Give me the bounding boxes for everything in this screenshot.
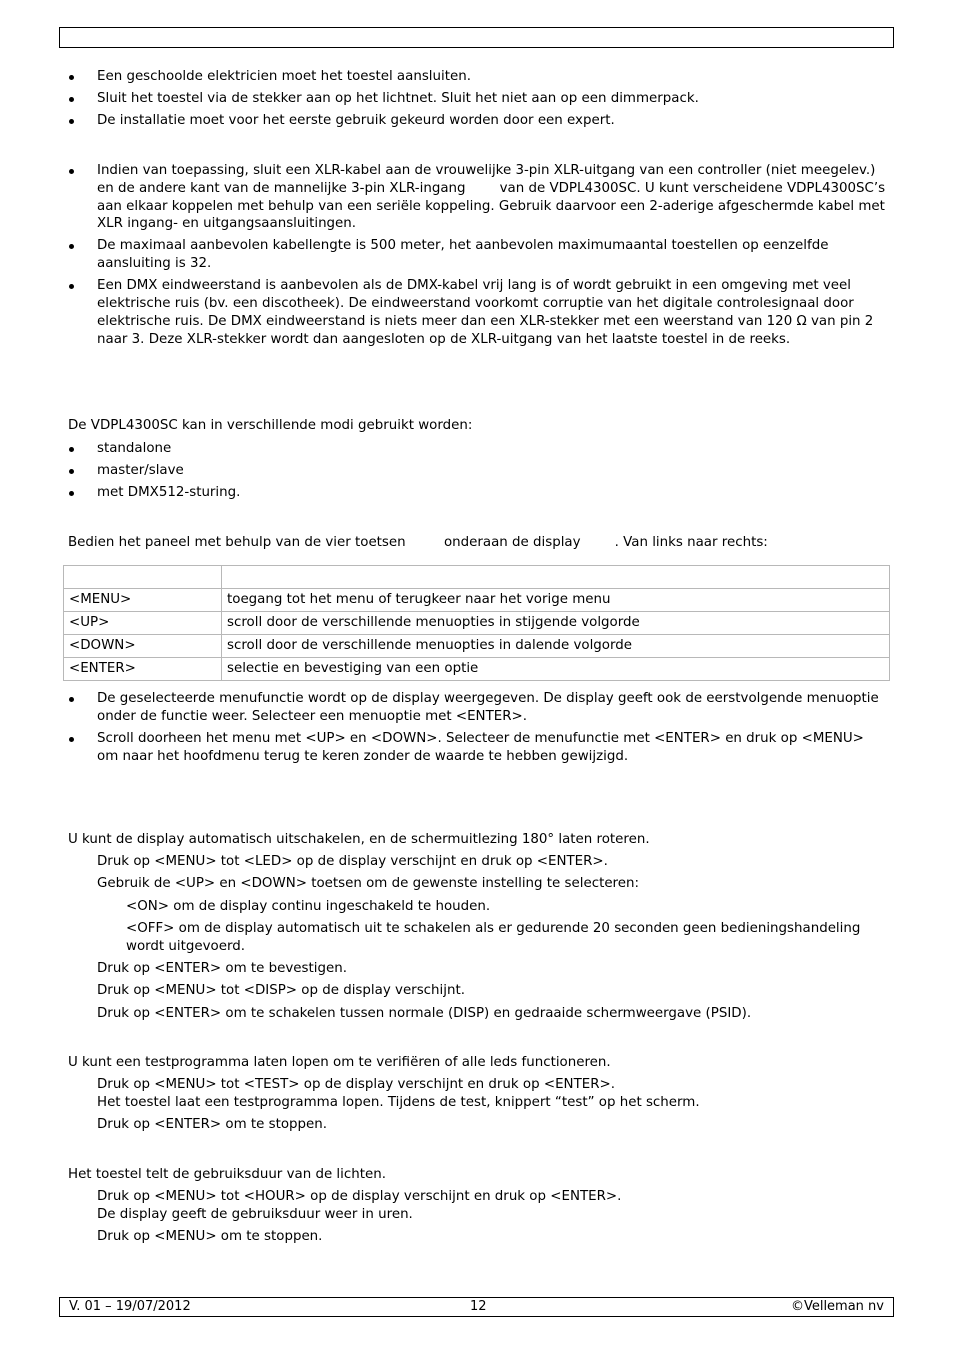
- menu-usage-list: [68, 690, 888, 770]
- key-description: selectie en bevestiging van een optie: [222, 658, 890, 681]
- display-step: Druk op <MENU> tot <DISP> op de display verschijnt.: [97, 983, 465, 998]
- key-name: <DOWN>: [64, 635, 222, 658]
- hour-step-note: De display geeft de gebruiksduur weer in uren.: [97, 1207, 413, 1222]
- installation-list: [68, 68, 888, 134]
- list-item: Scroll doorheen het menu met <UP> en <DOWN>. Selecteer de menufunctie met <ENTER> en druk op <MENU> om naar het hoofdmenu terug te keren zonder de waarde te hebben gewijzigd.: [68, 730, 888, 766]
- list-item: De geselecteerde menufunctie wordt op de display weergegeven. De display geeft ook de eerstvolgende menuoptie onder de functie weer. Selecteer een menuoptie met <ENTER>.: [68, 690, 888, 726]
- display-sub-step: <OFF> om de display automatisch uit te schakelen als er gedurende 20 seconden geen bedieningshandeling wordt uitgevoerd.: [126, 921, 861, 954]
- list-item: master/slave: [68, 462, 888, 480]
- control-keys-table: [63, 565, 890, 681]
- dmx-connection-list: [68, 162, 888, 353]
- list-item: De maximaal aanbevolen kabellengte is 500 meter, het aanbevolen maximumaantal toestellen op eenzelfde aansluiting is 32.: [68, 237, 888, 273]
- hour-intro: Het toestel telt de gebruiksduur van de lichten.: [68, 1167, 386, 1182]
- test-step: Druk op <ENTER> om te stoppen.: [97, 1117, 328, 1132]
- footer-copyright: ©Velleman nv: [790, 1299, 884, 1314]
- key-name: <UP>: [64, 612, 222, 635]
- page-footer: [59, 1297, 894, 1317]
- table-row: [64, 635, 890, 658]
- test-intro: U kunt een testprogramma laten lopen om te verifiëren of alle leds functioneren.: [68, 1055, 611, 1070]
- table-header-row: [64, 566, 890, 589]
- table-row: [64, 658, 890, 681]
- display-intro: U kunt de display automatisch uitschakelen, en de schermuitlezing 180° laten roteren.: [68, 832, 650, 847]
- key-description: toegang tot het menu of terugkeer naar het vorige menu: [222, 589, 890, 612]
- display-step: Druk op <MENU> tot <LED> op de display verschijnt en druk op <ENTER>.: [97, 854, 608, 869]
- list-item: standalone: [68, 440, 888, 458]
- key-name: <MENU>: [64, 589, 222, 612]
- display-sub-step: <ON> om de display continu ingeschakeld te houden.: [126, 899, 491, 914]
- list-item: Een DMX eindweerstand is aanbevolen als de DMX-kabel vrij lang is of wordt gebruikt in een omgeving met veel elektrische ruis (bv. een discotheek). De eindweerstand voorkomt corruptie van het digitale controlesignaal door elektrische ruis. De DMX eindweerstand is niets meer dan een XLR-stekker met een weerstand van 120 Ω van pin 2 naar 3. Deze XLR-stekker wordt dan aangesloten op de XLR-uitgang van het laatste toestel in de reeks.: [68, 277, 888, 348]
- table-header-cell: [222, 566, 890, 589]
- list-item: Sluit het toestel via de stekker aan op het lichtnet. Sluit het niet aan op een dimmerpack.: [68, 90, 888, 108]
- table-row: [64, 589, 890, 612]
- list-item: Indien van toepassing, sluit een XLR-kabel aan de vrouwelijke 3-pin XLR-uitgang van een controller (niet meegelev.) en de andere kant van de mannelijke 3-pin XLR-ingang van de VDPL4300SC. U kunt verscheidene VDPL4300SC’s aan elkaar koppelen met behulp van een seriële koppeling. Gebruik daarvoor een 2-aderige afgeschermde kabel met XLR ingang- en uitgangsaansluitingen.: [68, 162, 888, 233]
- page-header-box: [59, 27, 894, 48]
- footer-version: V. 01 – 19/07/2012: [69, 1299, 191, 1314]
- list-item: De installatie moet voor het eerste gebruik gekeurd worden door een expert.: [68, 112, 888, 130]
- display-step: Druk op <ENTER> om te bevestigen.: [97, 961, 347, 976]
- modes-list: [68, 440, 888, 506]
- list-item: met DMX512-sturing.: [68, 484, 888, 502]
- footer-page-number: 12: [470, 1299, 487, 1314]
- hour-step: Druk op <MENU> om te stoppen.: [97, 1229, 323, 1244]
- display-step: Gebruik de <UP> en <DOWN> toetsen om de gewenste instelling te selecteren:: [97, 876, 639, 891]
- key-name: <ENTER>: [64, 658, 222, 681]
- test-step: Druk op <MENU> tot <TEST> op de display verschijnt en druk op <ENTER>.: [97, 1077, 615, 1092]
- display-step: Druk op <ENTER> om te schakelen tussen normale (DISP) en gedraaide schermweergave (PSID).: [97, 1006, 752, 1021]
- key-description: scroll door de verschillende menuopties in stijgende volgorde: [222, 612, 890, 635]
- table-row: [64, 612, 890, 635]
- test-step-note: Het toestel laat een testprogramma lopen. Tijdens de test, knippert “test” op het scherm.: [97, 1095, 700, 1110]
- hour-step: Druk op <MENU> tot <HOUR> op de display verschijnt en druk op <ENTER>.: [97, 1189, 622, 1204]
- panel-intro: Bedien het paneel met behulp van de vier toetsen onderaan de display . Van links naar rechts:: [68, 535, 768, 550]
- key-description: scroll door de verschillende menuopties in dalende volgorde: [222, 635, 890, 658]
- table-header-cell: [64, 566, 222, 589]
- list-item: Een geschoolde elektricien moet het toestel aansluiten.: [68, 68, 888, 86]
- modes-intro: De VDPL4300SC kan in verschillende modi gebruikt worden:: [68, 418, 473, 433]
